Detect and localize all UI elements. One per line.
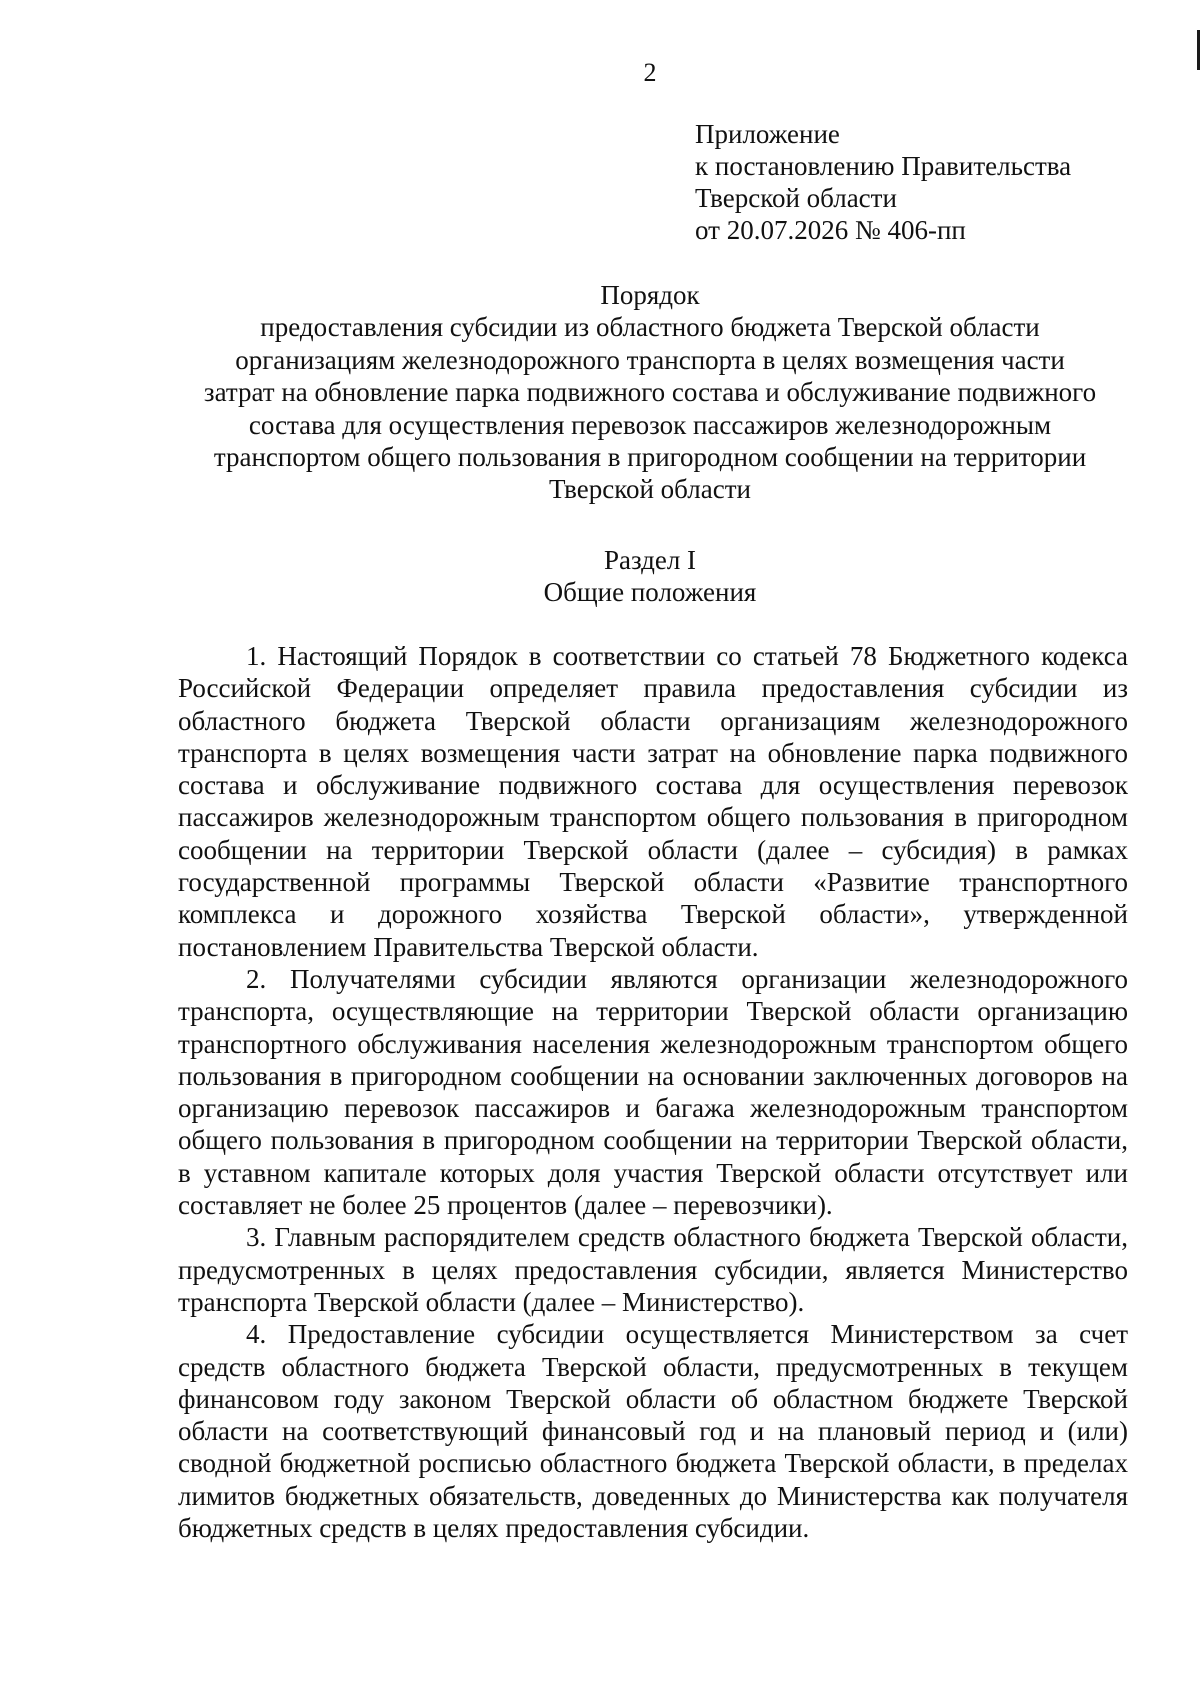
title-line: транспортом общего пользования в пригородном сообщении на территории	[213, 442, 1087, 473]
appendix-block	[695, 118, 1071, 246]
appendix-line: Приложение	[695, 119, 840, 149]
appendix-line: к постановлению Правительства	[695, 151, 1072, 181]
appendix-line: Тверской области	[695, 183, 897, 213]
paragraph-2: 2. Получателями субсидии являются организации железнодорожного транспорта, осуществляющие на территории Тверской области организацию транспортного обслуживания населения железнодорожным транспортом общего пользования в пригородном сообщении на основании заключенных договоров на организацию перевозок пассажиров и багажа железнодорожным транспортом общего пользования в пригородном сообщении на территории Тверской области, в уставном капитале которых доля участия Тверской области отсутствует или составляет не более 25 процентов (далее – перевозчики).	[178, 963, 1128, 1221]
title-line: предоставления субсидии из областного бюджета Тверской области	[260, 312, 1040, 343]
title-line: организациям железнодорожного транспорта в целях возмещения части	[235, 344, 1065, 375]
document-title	[170, 279, 1130, 506]
section-heading	[170, 544, 1130, 608]
page-number: 2	[643, 58, 657, 87]
title-line: затрат на обновление парка подвижного состава и обслуживание подвижного	[203, 377, 1097, 408]
title-line: состава для осуществления перевозок пассажиров железнодорожным	[248, 409, 1052, 440]
body-text	[178, 640, 1128, 1544]
paragraph-1: 1. Настоящий Порядок в соответствии со статьей 78 Бюджетного кодекса Российской Федерации определяет правила предоставления субсидии из областного бюджета Тверской области организациям железнодорожного транспорта в целях возмещения части затрат на обновление парка подвижного состава и обслуживание подвижного состава для осуществления перевозок пассажиров железнодорожным транспортом общего пользования в пригородном сообщении на территории Тверской области (далее – субсидия) в рамках государственной программы Тверской области «Развитие транспортного комплекса и дорожного хозяйства Тверской области», утвержденной постановлением Правительства Тверской области.	[178, 641, 1128, 962]
title-line: Тверской области	[549, 474, 751, 505]
title-heading: Порядок	[600, 280, 700, 310]
section-number: Раздел I	[603, 545, 697, 575]
appendix-date-number: от 20.07.2026 № 406-пп	[695, 215, 966, 245]
paragraph-3: 3. Главным распорядителем средств областного бюджета Тверской области, предусмотренных в целях предоставления субсидии, является Министерство транспорта Тверской области (далее – Министерство).	[178, 1222, 1128, 1317]
paragraph-4: 4. Предоставление субсидии осуществляется Министерством за счет средств областного бюджета Тверской области, предусмотренных в текущем финансовом году законом Тверской области об областном бюджете Тверской области на соответствующий финансовый год и на плановый период и (или) сводной бюджетной росписью областного бюджета Тверской области, в пределах лимитов бюджетных обязательств, доведенных до Министерства как получателя бюджетных средств в целях предоставления субсидии.	[178, 1319, 1128, 1544]
section-name: Общие положения	[543, 577, 757, 607]
